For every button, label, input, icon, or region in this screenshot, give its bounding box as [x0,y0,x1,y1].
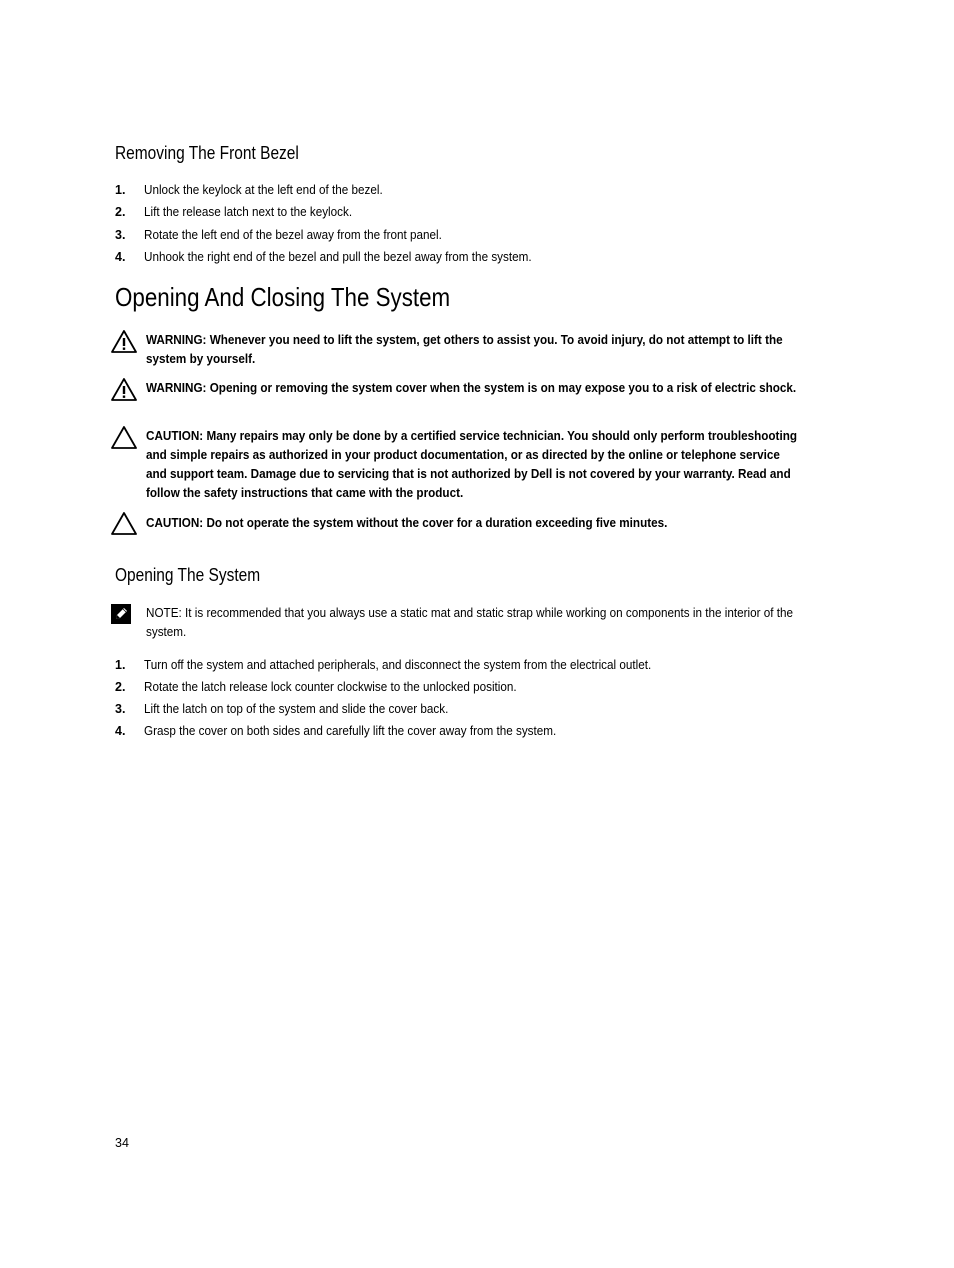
note-label: NOTE: [146,605,182,620]
warning-text: WARNING: Opening or removing the system cover when the system is on may expose you to a risk of electric shock. [146,380,797,395]
step-number: 4. [115,724,126,738]
step-number: 1. [115,658,126,672]
step-text: Turn off the system and attached peripherals, and disconnect the system from the electrical outlet. [144,657,652,672]
step-text: Unlock the keylock at the left end of the bezel. [144,182,383,197]
step-number: 3. [115,702,126,716]
note-body: It is recommended that you always use a static mat and static strap while working on components in the interior of the system. [146,605,794,639]
chapter-title: Opening And Closing The System [115,282,451,312]
section-heading-bezel: Removing The Front Bezel [115,143,299,163]
step-text: Rotate the latch release lock counter clockwise to the unlocked position. [144,679,517,694]
caution-icon [110,511,138,536]
note-pencil-icon [111,604,131,624]
warning-icon [110,329,138,354]
step-text: Rotate the left end of the bezel away from the front panel. [144,227,442,242]
step-text: Lift the release latch next to the keylock. [144,204,353,219]
step-number: 1. [115,183,126,197]
step-text: Grasp the cover on both sides and carefully lift the cover away from the system. [144,723,557,738]
step-number: 2. [115,680,126,694]
note-text [146,603,803,641]
step-number: 3. [115,228,126,242]
section-heading-opening: Opening The System [115,565,261,585]
step-number: 4. [115,250,126,264]
caution-text: CAUTION: Do not operate the system without the cover for a duration exceeding five minutes. [146,515,668,530]
caution-text: CAUTION: Many repairs may only be done by a certified service technician. You should only perform troubleshooting and simple repairs as authorized in your product documentation, or as directed by the online or telephone service and support team. Damage due to servicing that is not authorized by Dell is not covered by your warranty. Read and follow the safety instructions that came with the product. [146,428,797,500]
warning-text: WARNING: Whenever you need to lift the system, get others to assist you. To avoid injury, do not attempt to lift the system by yourself. [146,332,783,366]
caution-icon [110,425,138,450]
warning-icon [110,377,138,402]
page-number: 34 [115,1136,129,1150]
step-text: Lift the latch on top of the system and slide the cover back. [144,701,449,716]
step-text: Unhook the right end of the bezel and pull the bezel away from the system. [144,249,532,264]
step-number: 2. [115,205,126,219]
